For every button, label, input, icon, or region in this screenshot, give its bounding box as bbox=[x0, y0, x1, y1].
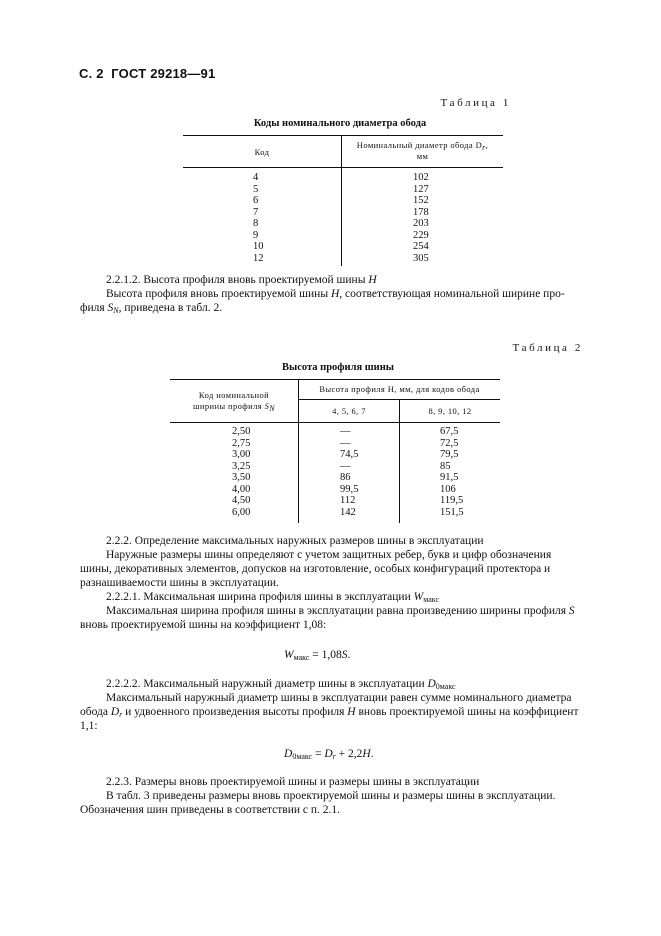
section-2-2-1-2-text-line2 bbox=[80, 302, 582, 316]
table2-body-divider-1 bbox=[298, 422, 299, 523]
section-2-2-2-2-p-line2 bbox=[80, 706, 582, 720]
formula-var: H bbox=[362, 748, 371, 760]
table1-top-rule bbox=[183, 135, 503, 136]
table1-col2-header: Номинальный диаметр обода $D_r$, мм bbox=[356, 140, 489, 161]
table-cell: 4,50 bbox=[232, 495, 251, 506]
table-cell: 6 bbox=[253, 195, 259, 206]
header-var: S bbox=[264, 401, 270, 411]
para-var: D bbox=[110, 706, 120, 718]
table-cell: 127 bbox=[413, 183, 429, 195]
formula-text: . bbox=[347, 649, 351, 661]
formula-text: + 2,2 bbox=[335, 748, 363, 760]
table-cell: 2,50 bbox=[232, 426, 251, 437]
section-2-2-3-heading: 2.2.3. Размеры вновь проектируемой шины и размеры шины в эксплуатации bbox=[106, 776, 480, 788]
table-cell: 9 bbox=[253, 229, 259, 241]
table-cell: 4 bbox=[253, 172, 259, 183]
table-cell: 74,5 bbox=[340, 449, 359, 460]
section-2-2-2-heading: 2.2.2. Определение максимальных наружных размеров шины в эксплуатации bbox=[106, 535, 484, 547]
table2-subheader-a: 4, 5, 6, 7 bbox=[332, 406, 366, 416]
section-2-2-1-2-text bbox=[80, 288, 582, 302]
para-var: H bbox=[347, 706, 356, 718]
table-cell: 305 bbox=[413, 252, 429, 264]
table-cell: 254 bbox=[413, 241, 429, 252]
table-cell: 106 bbox=[440, 483, 456, 495]
table-cell: 2,75 bbox=[232, 437, 251, 449]
table-cell: 152 bbox=[413, 195, 429, 206]
table-cell: 10 bbox=[253, 241, 264, 252]
section-2-2-2-2-heading bbox=[80, 678, 582, 692]
table-cell: — bbox=[340, 437, 351, 449]
para-text: , соответствующая номинальной ширине про- bbox=[339, 288, 565, 300]
table2-height-a-column bbox=[340, 426, 390, 518]
page-header bbox=[79, 66, 215, 81]
table1-col2-header-sub: r bbox=[482, 143, 486, 152]
header-sub: N bbox=[269, 404, 276, 413]
formula-d-max bbox=[284, 748, 374, 760]
formula-text: . bbox=[370, 748, 374, 760]
para-text: , приведена в табл. 2. bbox=[118, 302, 223, 314]
table-cell: 3,25 bbox=[232, 460, 251, 472]
section-2-2-2-1-p-line1 bbox=[80, 605, 582, 619]
table1-header-rule bbox=[183, 167, 503, 168]
table-cell: 203 bbox=[413, 218, 429, 229]
table-cell: 3,00 bbox=[232, 449, 251, 460]
section-2-2-2-p1-line1: Наружные размеры шины определяют с учетом защитных ребер, букв и цифр обозначения bbox=[106, 549, 552, 561]
formula-w-max bbox=[284, 649, 350, 661]
table-cell: 229 bbox=[413, 229, 429, 241]
table-cell: 85 bbox=[440, 460, 451, 472]
formula-var: W bbox=[284, 649, 294, 661]
table-cell: 7 bbox=[253, 206, 259, 218]
table1-label: Таблица 1 bbox=[440, 97, 511, 109]
table-cell: — bbox=[340, 426, 351, 437]
para-text: филя bbox=[80, 302, 105, 314]
table-cell: 91,5 bbox=[440, 472, 459, 483]
para-var: H bbox=[330, 288, 340, 300]
section-2-2-2-2-p-line3: 1,1: bbox=[80, 720, 98, 732]
table-cell: 112 bbox=[340, 495, 356, 506]
formula-sub: r bbox=[332, 752, 336, 761]
para-text: Высота профиля вновь проектируемой шины bbox=[106, 288, 329, 300]
table-cell: 99,5 bbox=[340, 483, 359, 495]
heading-text: 2.2.2.1. Максимальная ширина профиля шины в эксплуатации bbox=[106, 591, 411, 603]
formula-sub: 0макс bbox=[292, 752, 313, 761]
formula-var: D bbox=[324, 748, 333, 760]
formula-var: D bbox=[284, 748, 293, 760]
section-2-2-2-1-heading bbox=[80, 591, 582, 605]
page-number: С. 2 bbox=[79, 66, 104, 81]
table-cell: 79,5 bbox=[440, 449, 459, 460]
table-cell: 178 bbox=[413, 206, 429, 218]
table1-col2-header-text: Номинальный диаметр обода D bbox=[356, 140, 483, 150]
section-2-2-2-1-p-line2: вновь проектируемой шины на коэффициент 1,08: bbox=[80, 619, 327, 631]
table2-title: Высота профиля шины bbox=[282, 362, 394, 373]
table1-col1-header: Код bbox=[254, 147, 270, 157]
table-cell: 102 bbox=[413, 172, 429, 183]
formula-text: = 1,08 bbox=[309, 649, 342, 661]
section-2-2-2-p1-line3: разнашиваемости шины в эксплуатации. bbox=[80, 577, 279, 589]
table-cell: 4,00 bbox=[232, 483, 251, 495]
table2-span-header: Высота профиля H, мм, для кодов обода bbox=[319, 384, 480, 394]
table-cell: 6,00 bbox=[232, 506, 251, 518]
heading-var: W bbox=[413, 591, 424, 603]
heading-var: H bbox=[368, 274, 377, 286]
table2-label: Таблица 2 bbox=[512, 342, 583, 354]
table-cell: 8 bbox=[253, 218, 259, 229]
table-cell: 12 bbox=[253, 252, 264, 264]
table-cell: 86 bbox=[340, 472, 351, 483]
table1-diameter-column bbox=[413, 172, 453, 264]
table2-header-rule bbox=[170, 422, 500, 423]
heading-sub: 0макс bbox=[435, 682, 456, 691]
table1-title: Коды номинального диаметра обода bbox=[253, 118, 427, 129]
table-cell: — bbox=[340, 460, 351, 472]
para-text: и удвоенного произведения высоты профиля bbox=[125, 706, 345, 718]
table1-body-divider bbox=[341, 167, 342, 266]
table2-col1-header bbox=[170, 390, 298, 412]
heading-sub: макс bbox=[423, 595, 439, 604]
formula-text: = bbox=[312, 748, 325, 760]
para-text: Максимальная ширина профиля шины в эксплуатации равна произведению ширины профиля bbox=[106, 605, 566, 617]
table-cell: 72,5 bbox=[440, 437, 459, 449]
formula-var: S bbox=[341, 649, 348, 661]
header-text: Код номинальной bbox=[198, 390, 270, 400]
para-text: вновь проектируемой шины на коэффициент bbox=[358, 706, 579, 718]
table-cell: 119,5 bbox=[440, 495, 464, 506]
section-2-2-3-p-line2: Обозначения шин приведены в соответствии с п. 2.1. bbox=[80, 804, 341, 816]
heading-text: 2.2.1.2. Высота профиля вновь проектируемой шины bbox=[106, 274, 366, 286]
header-text: ширины профиля bbox=[192, 401, 263, 411]
table2-code-column bbox=[232, 426, 282, 518]
para-var: S bbox=[568, 605, 575, 617]
section-2-2-2-2-p-line1: Максимальный наружный диаметр шины в эксплуатации равен сумме номинального диаметра bbox=[106, 692, 572, 704]
table2-height-b-column bbox=[440, 426, 490, 518]
para-text: обода bbox=[80, 706, 108, 718]
table2-subheader-b: 8, 9, 10, 12 bbox=[428, 406, 472, 416]
section-2-2-3-p-line1: В табл. 3 приведены размеры вновь проектируемой шины и размеры шины в эксплуатации. bbox=[106, 790, 556, 802]
standard-id: ГОСТ 29218—91 bbox=[111, 66, 216, 81]
heading-text: 2.2.2.2. Максимальный наружный диаметр шины в эксплуатации bbox=[106, 678, 425, 690]
heading-var: D bbox=[427, 678, 436, 690]
section-2-2-2-p1-line2: шины, декоративных элементов, допусков на изготовление, особых конфигураций протектора и bbox=[80, 563, 551, 575]
table2-body-divider-2 bbox=[399, 422, 400, 523]
table-cell: 142 bbox=[340, 506, 356, 518]
para-var: S bbox=[107, 302, 114, 314]
para-sub: N bbox=[113, 306, 119, 315]
table-cell: 3,50 bbox=[232, 472, 251, 483]
formula-sub: макс bbox=[293, 653, 310, 662]
table-cell: 5 bbox=[253, 183, 259, 195]
table2-top-rule bbox=[170, 379, 500, 380]
table1-code-column bbox=[253, 172, 293, 264]
para-sub: r bbox=[119, 710, 123, 719]
section-2-2-1-2-heading bbox=[80, 274, 582, 288]
table-cell: 151,5 bbox=[440, 506, 464, 518]
table1-col2-header-unit: мм bbox=[416, 151, 429, 161]
table-cell: 67,5 bbox=[440, 426, 459, 437]
